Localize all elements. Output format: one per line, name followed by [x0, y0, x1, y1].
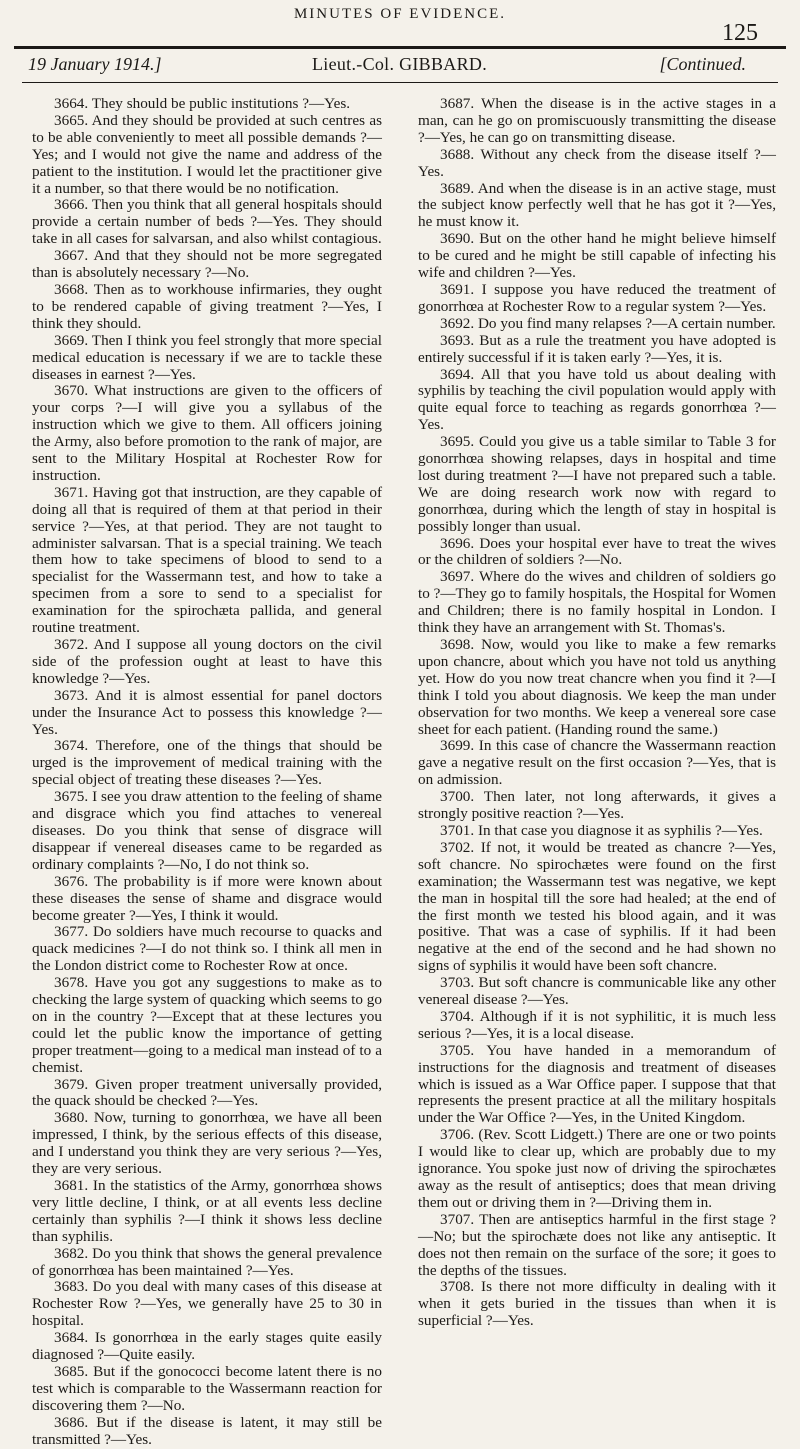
- question-paragraph: 3696. Does your hospital ever have to treat the wives or the children of soldiers ?—No.: [418, 534, 776, 569]
- question-paragraph: 3683. Do you deal with many cases of this disease at Rochester Row ?—Yes, we generally have 25 to 30 in hospital.: [32, 1278, 382, 1330]
- question-paragraph: 3707. Then are antiseptics harmful in the first stage ?—No; but the spirochæte does not like any antiseptic. It does not then remain on the surface of the sore; it goes to the depths of the tissues.: [418, 1210, 776, 1279]
- question-paragraph: 3699. In this case of chancre the Wassermann reaction gave a negative result on the first occasion ?—Yes, that is on admission.: [418, 737, 776, 789]
- question-paragraph: 3678. Have you got any suggestions to make as to checking the large system of quacking which seems to go on in the country ?—Except that at these lectures you could let the public know the importance of getting proper treatment—going to a medical man instead of to a chemist.: [32, 974, 382, 1076]
- question-paragraph: 3670. What instructions are given to the officers of your corps ?—I will give you a syllabus of the instruction which we give to them. All officers joining the Army, also before promotion to the rank of major, are sent to the Military Hospital at Rochester Row for instruction.: [32, 382, 382, 484]
- left-column: [32, 96, 382, 1449]
- running-head: MINUTES OF EVIDENCE.: [293, 6, 507, 22]
- question-paragraph: 3685. But if the gonococci become latent there is no test which is comparable to the Wassermann reaction for discovering them ?—No.: [32, 1362, 382, 1414]
- question-paragraph: 3680. Now, turning to gonorrhœa, we have all been impressed, I think, by the serious effects of this disease, and I understand you think they are very serious ?—Yes, they are very serious.: [32, 1109, 382, 1178]
- question-paragraph: 3679. Given proper treatment universally provided, the quack should be checked ?—Yes.: [32, 1075, 382, 1110]
- question-paragraph: 3664. They should be public institutions ?—Yes.: [54, 95, 351, 112]
- question-paragraph: 3687. When the disease is in the active stages in a man, can he go on promiscuously transmitting the disease ?—Yes, he can go on transmitting disease.: [418, 95, 776, 146]
- question-paragraph: 3673. And it is almost essential for panel doctors under the Insurance Act to possess this knowledge ?—Yes.: [32, 686, 382, 738]
- question-paragraph: 3668. Then as to workhouse infirmaries, they ought to be rendered capable of giving treatment ?—Yes, I think they should.: [32, 280, 382, 332]
- top-rule: [14, 46, 786, 49]
- question-paragraph: 3701. In that case you diagnose it as syphilis ?—Yes.: [440, 821, 763, 839]
- witness-line: Lieut.-Col. GIBBARD.: [312, 54, 487, 74]
- question-paragraph: 3700. Then later, not long afterwards, it gives a strongly positive reaction ?—Yes.: [418, 788, 776, 823]
- question-paragraph: 3698. Now, would you like to make a few remarks upon chancre, about which you have not told us anything yet. How do you now treat chancre when you find it ?—I think I told you about diagnosis. We keep the man under observation for two months. We keep a venereal sore case sheet for each patient. (Handing round the same.): [418, 636, 776, 738]
- question-paragraph: 3686. But if the disease is latent, it may still be transmitted ?—Yes.: [32, 1413, 382, 1448]
- question-paragraph: 3665. And they should be provided at such centres as to be able conveniently to meet all possible demands ?—Yes; and I would not give the name and address of the patient to the institution. I would let the practitioner give it a number, so that there would be no notification.: [32, 111, 382, 197]
- question-paragraph: 3684. Is gonorrhœa in the early stages quite easily diagnosed ?—Quite easily.: [32, 1329, 382, 1364]
- question-paragraph: 3676. The probability is if more were known about these diseases the sense of shame and disgrace would become greater ?—Yes, I think it would.: [32, 872, 382, 924]
- question-paragraph: 3669. Then I think you feel strongly that more special medical education is necessary if we are to tackle these diseases in earnest ?—Yes.: [32, 331, 382, 383]
- header-rule: [22, 82, 778, 83]
- question-paragraph: 3705. You have handed in a memorandum of instructions for the diagnosis and treatment of diseases which is issued as a War Office paper. I suppose that that represents the present practice at all the military hospitals under the War Office ?—Yes, in the United Kingdom.: [418, 1041, 776, 1127]
- date-line: 19 January 1914.]: [28, 54, 162, 74]
- question-paragraph: 3708. Is there not more difficulty in dealing with it when it gets buried in the tissues than when it is superficial ?—Yes.: [418, 1278, 776, 1330]
- continued-label: [Continued.: [659, 54, 746, 74]
- question-paragraph: 3694. All that you have told us about dealing with syphilis by teaching the civil population would apply with quite equal force to teaching as regards gonorrhœa ?—Yes.: [418, 365, 776, 434]
- question-paragraph: 3695. Could you give us a table similar to Table 3 for gonorrhœa showing relapses, days in hospital and time lost during treatment ?—I have not prepared such a table. We are doing research work now with regard to gonorrhœa, during which the length of stay in hospital is possibly longer than usual.: [418, 433, 776, 535]
- question-paragraph: 3691. I suppose you have reduced the treatment of gonorrhœa at Rochester Row to a regular system ?—Yes.: [418, 280, 776, 315]
- question-paragraph: 3706. (Rev. Scott Lidgett.) There are one or two points I would like to clear up, which are probably due to my ignorance. You spoke just now of driving the spirochætes away as the result of antiseptics; does that mean driving them out or driving them in ?—Driving them in.: [418, 1126, 776, 1211]
- question-paragraph: 3677. Do soldiers have much recourse to quacks and quack medicines ?—I do not think so. I think all men in the London district come to Rochester Row at once.: [32, 923, 382, 975]
- question-paragraph: 3690. But on the other hand he might believe himself to be cured and he might be still capable of infecting his wife and children ?—Yes.: [418, 230, 776, 282]
- page-number: 125: [722, 20, 758, 46]
- question-paragraph: 3689. And when the disease is in an active stage, must the subject know perfectly well that he has got it ?—Yes, he must know it.: [418, 179, 776, 231]
- question-paragraph: 3693. But as a rule the treatment you have adopted is entirely successful if it is taken early ?—Yes, it is.: [418, 331, 776, 366]
- question-paragraph: 3682. Do you think that shows the general prevalence of gonorrhœa has been maintained ?—Yes.: [32, 1244, 382, 1279]
- question-paragraph: 3675. I see you draw attention to the feeling of shame and disgrace which you find attaches to venereal diseases. Do you think that sense of disgrace will disappear if venereal diseases came to be regarded as ordinary complaints ?—No, I do not think so.: [32, 788, 382, 873]
- question-paragraph: 3666. Then you think that all general hospitals should provide a certain number of beds ?—Yes. They should take in all cases for salvarsan, and also whilst contagious.: [32, 196, 382, 248]
- question-paragraph: 3672. And I suppose all young doctors on the civil side of the profession ought at least to have this knowledge ?—Yes.: [32, 636, 382, 687]
- question-paragraph: 3671. Having got that instruction, are they capable of doing all that is required of them at that period in their service ?—Yes, at that period. They are not taught to administer salvarsan. That is a special training. We teach them how to take specimens of blood to send to a specialist for the Wassermann test, and how to take a specimen from a sore to send to a specialist for examination for the spirochæta pallida, and general routine treatment.: [32, 483, 382, 637]
- question-paragraph: 3702. If not, it would be treated as chancre ?—Yes, soft chancre. No spirochætes were found on the first examination; the Wassermann test was negative, we kept the man in hospital till the sore had healed; at the end of the first month we tested his blood again, and it was positive. That was a case of syphilis. If it had been negative at the end of the second and he had shown no signs of syphilis it would have been soft chancre.: [418, 838, 776, 975]
- question-paragraph: 3704. Although if it is not syphilitic, it is much less serious ?—Yes, it is a local disease.: [418, 1007, 776, 1042]
- question-paragraph: 3703. But soft chancre is communicable like any other venereal disease ?—Yes.: [418, 974, 776, 1009]
- question-paragraph: 3688. Without any check from the disease itself ?—Yes.: [418, 145, 776, 180]
- question-paragraph: 3692. Do you find many relapses ?—A certain number.: [440, 314, 776, 332]
- question-paragraph: 3681. In the statistics of the Army, gonorrhœa shows very little decline, I think, or at all events less decline certainly than syphilis ?—I think it shows less decline than syphilis.: [32, 1177, 382, 1245]
- question-paragraph: 3674. Therefore, one of the things that should be urged is the improvement of medical training with the special object of treating these diseases ?—Yes.: [32, 737, 382, 789]
- question-paragraph: 3697. Where do the wives and children of soldiers go to ?—They go to family hospitals, the Hospital for Women and Children; there is no family hospital in London. I think they have an arrangement with St. Thomas's.: [418, 568, 776, 637]
- right-column: [418, 96, 776, 1330]
- question-paragraph: 3667. And that they should not be more segregated than is absolutely necessary ?—No.: [32, 247, 382, 282]
